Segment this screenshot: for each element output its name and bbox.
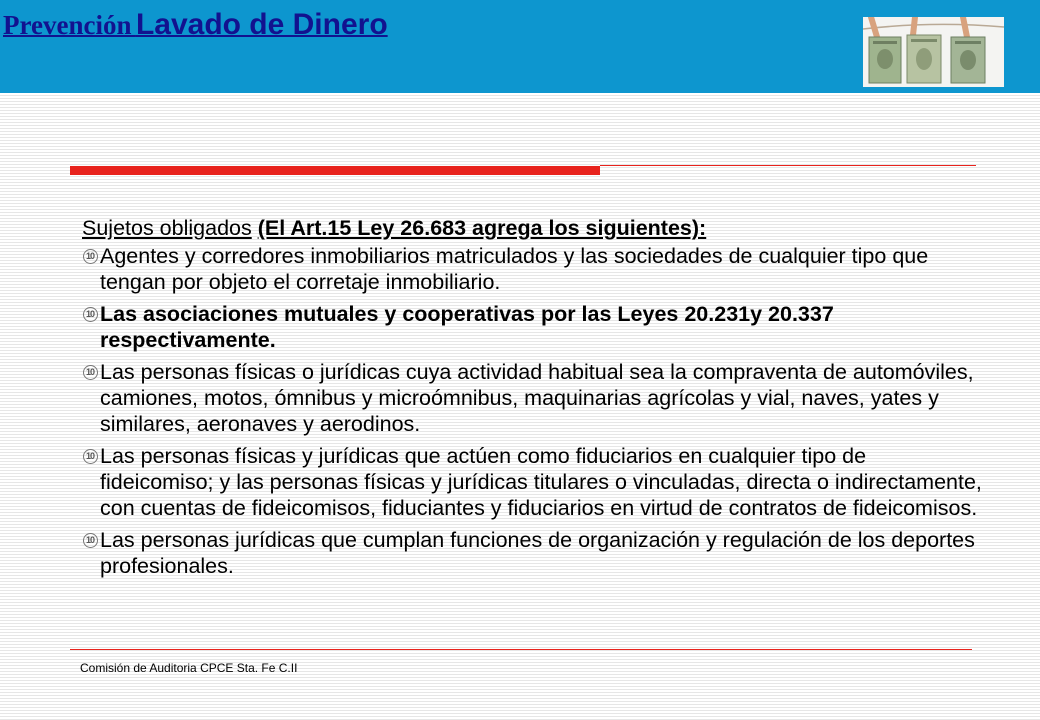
footer-divider xyxy=(70,649,972,650)
title-part-prevencion: Prevención xyxy=(3,10,132,40)
list-item-text: Agentes y corredores inmobiliarios matriculados y las sociedades de cualquier tipo que tengan por objeto el corretaje inmobiliario. xyxy=(100,244,929,294)
bullet-icon: 10 xyxy=(82,532,98,548)
list-item xyxy=(82,359,982,437)
list-item-text: Las personas jurídicas que cumplan funciones de organización y regulación de los deportes profesionales. xyxy=(100,528,975,578)
divider-red-thick xyxy=(70,166,600,175)
list-item xyxy=(82,527,982,579)
title-part-lavado: Lavado de Dinero xyxy=(135,8,388,41)
list-item-text: Las asociaciones mutuales y cooperativas por las Leyes 20.231y 20.337 respectivamente. xyxy=(100,302,834,352)
list-item xyxy=(82,443,982,521)
money-clothesline-icon xyxy=(863,17,1004,87)
bullet-icon: 10 xyxy=(82,364,98,380)
slide-header xyxy=(0,0,1040,93)
bullet-icon: 10 xyxy=(82,448,98,464)
divider-red-thin xyxy=(600,165,976,166)
list-item xyxy=(82,301,982,353)
list-item xyxy=(82,243,982,295)
heading-subject: Sujetos obligados xyxy=(82,216,252,240)
footer-text: Comisión de Auditoria CPCE Sta. Fe C.II xyxy=(80,661,298,675)
list-item-text: Las personas físicas o jurídicas cuya actividad habitual sea la compraventa de automóviles, camiones, motos, ómnibus y microómnibus, maquinarias agrícolas y vial, naves, yates y similares, aeronaves y aerodinos. xyxy=(100,360,974,436)
heading-law-reference: (El Art.15 Ley 26.683 agrega los siguientes): xyxy=(257,216,707,240)
section-heading xyxy=(82,215,982,241)
bullet-icon: 10 xyxy=(82,306,98,322)
bullet-icon: 10 xyxy=(82,248,98,264)
slide-title xyxy=(3,8,388,42)
slide-body xyxy=(82,215,982,585)
list-item-text: Las personas físicas y jurídicas que actúen como fiduciarios en cualquier tipo de fideicomiso; y las personas físicas y jurídicas titulares o vinculadas, directa o indirectamente, con cuentas de fideicomisos, fiduciantes y fiduciarios en virtud de contratos de fideicomisos. xyxy=(100,444,982,520)
